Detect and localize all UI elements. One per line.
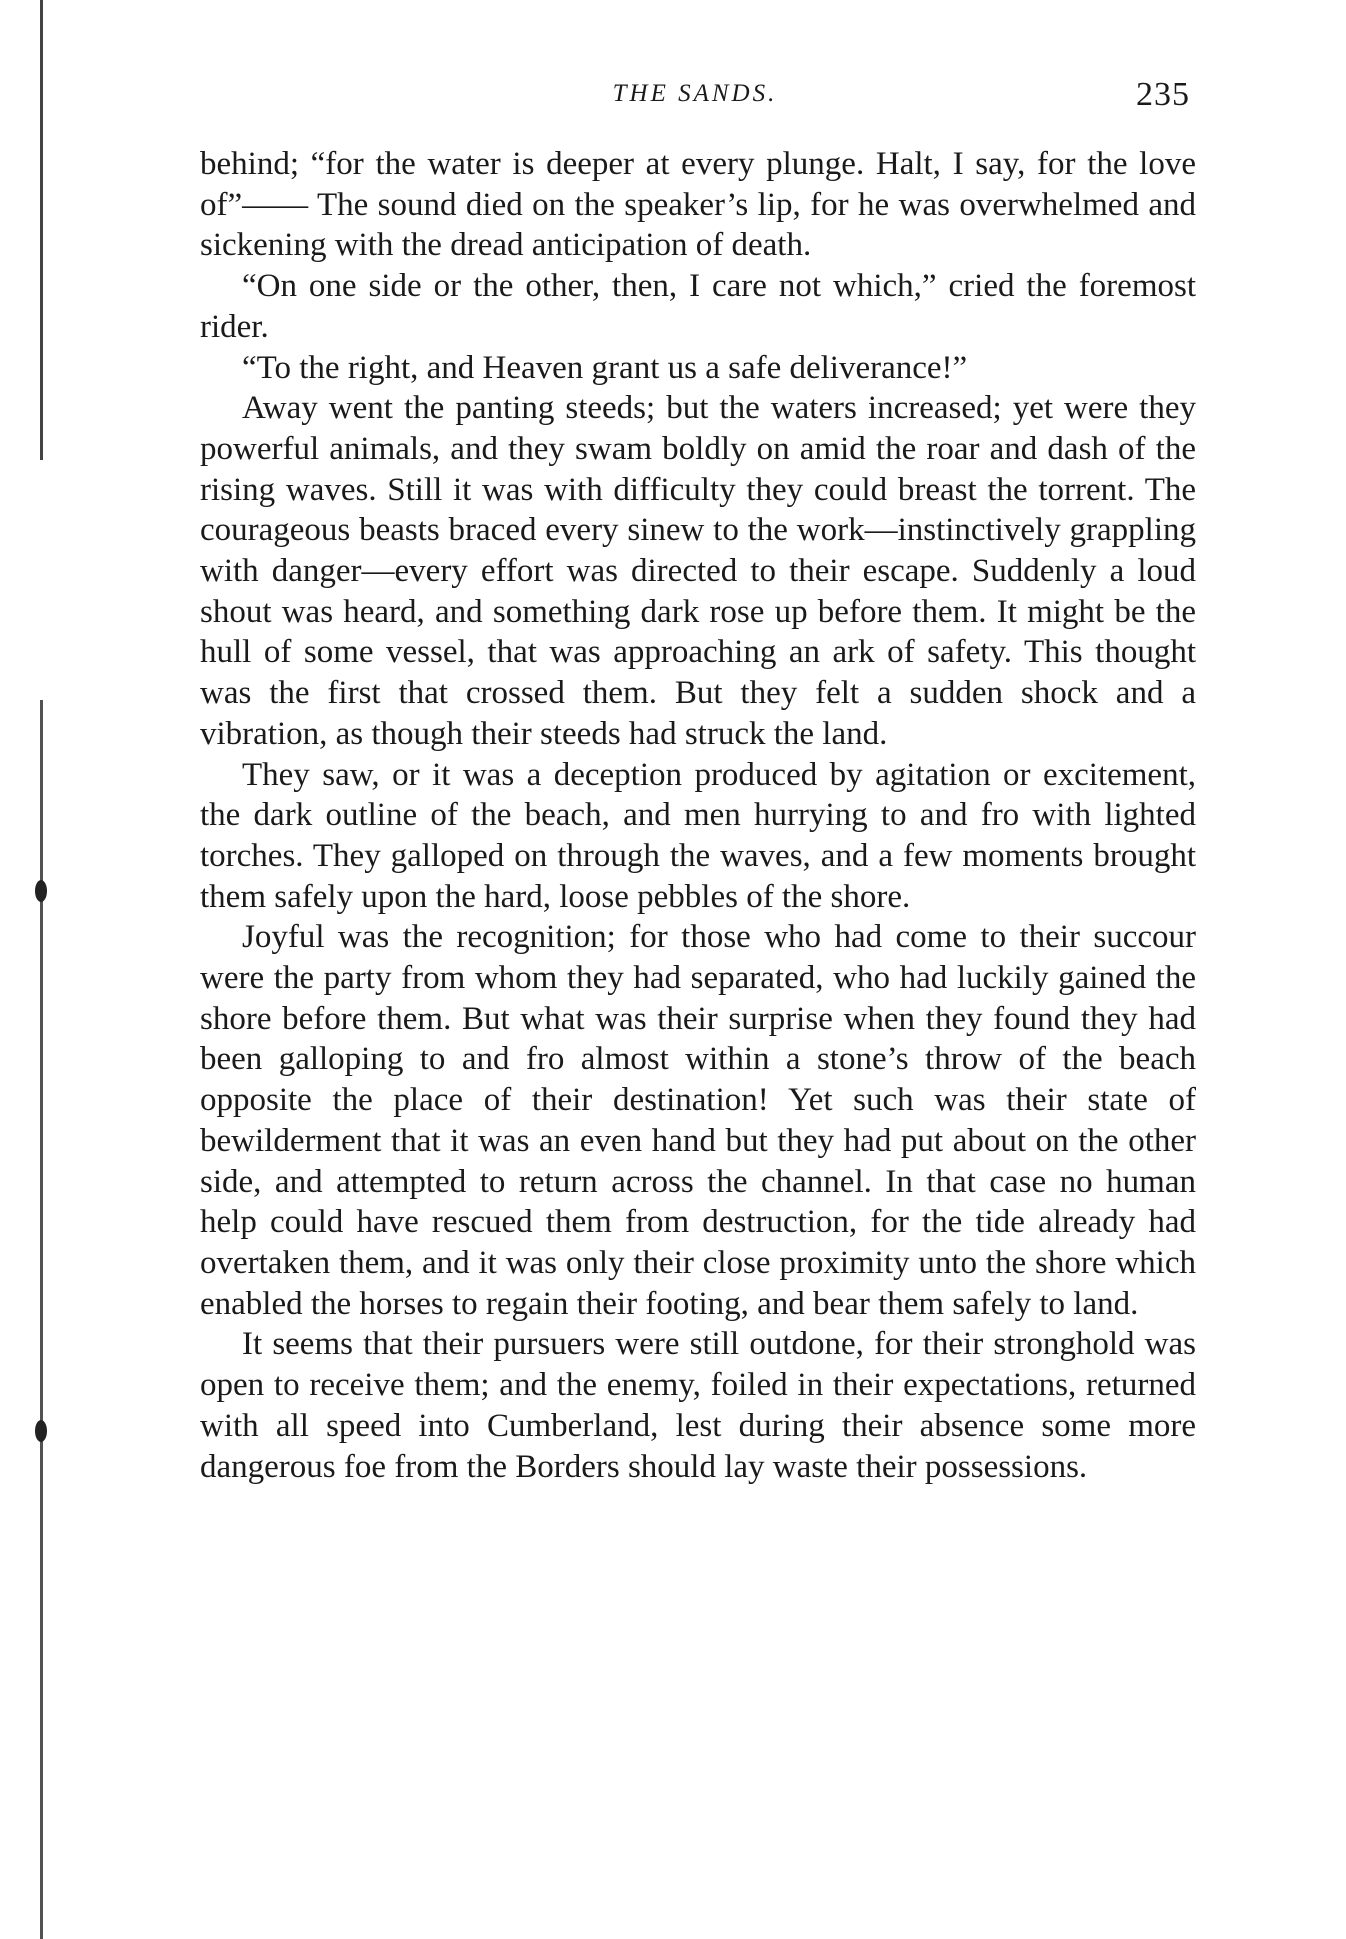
binding-edge [40, 0, 43, 1939]
paragraph: Away went the panting steeds; but the waters increased; yet were they powerful animals, and they swam boldly on amid the roar and dash of the rising waves. Still it was with difficulty they could breast the torrent. The courageous beasts braced every sinew to the work—instinctively grappling with danger—every effort was directed to their escape. Suddenly a loud shout was heard, and something dark rose up before them. It might be the hull of some vessel, that was approaching an ark of safety. This thought was the first that crossed them. But they felt a sudden shock and a vibration, as though their steeds had struck the land. [200, 390, 1196, 752]
page-header [200, 76, 1190, 116]
page-number: 235 [1136, 76, 1190, 113]
paragraph: It seems that their pursuers were still outdone, for their stronghold was open to receive them; and the enemy, foiled in their expectations, returned with all speed into Cumberland, lest during their absence some more dangerous foe from the Borders should lay waste their possessions. [200, 1326, 1196, 1485]
paragraph: Joyful was the recognition; for those who had come to their succour were the party from whom they had separated, who had luckily gained the shore before them. But what was their surprise when they found they had been galloping to and fro almost within a stone’s throw of the beach opposite the place of their destination! Yet such was their state of bewilderment that it was an even hand but they had put about on the other side, and attempted to return across the channel. In that case no human help could have rescued them from destruction, for the tide already had overtaken them, and it was only their close proximity unto the shore which enabled the horses to regain their footing, and bear them safely to land. [200, 919, 1196, 1322]
paragraph: behind; “for the water is deeper at every plunge. Halt, I say, for the love of”—— The sound died on the speaker’s lip, for he was overwhelmed and sickening with the dread anticipation of death. [200, 146, 1196, 264]
binding-mark [35, 1420, 47, 1442]
paragraph: They saw, or it was a deception produced by agitation or excitement, the dark outline of the beach, and men hurrying to and fro with lighted torches. They galloped on through the waves, and a few moments brought them safely upon the hard, loose pebbles of the shore. [200, 756, 1196, 915]
paragraph: “On one side or the other, then, I care not which,” cried the foremost rider. [200, 268, 1196, 345]
paragraph: “To the right, and Heaven grant us a safe deliverance!” [242, 349, 968, 386]
running-head: THE SANDS. [612, 80, 778, 107]
binding-mark [35, 880, 47, 902]
body-text [200, 144, 1196, 1487]
